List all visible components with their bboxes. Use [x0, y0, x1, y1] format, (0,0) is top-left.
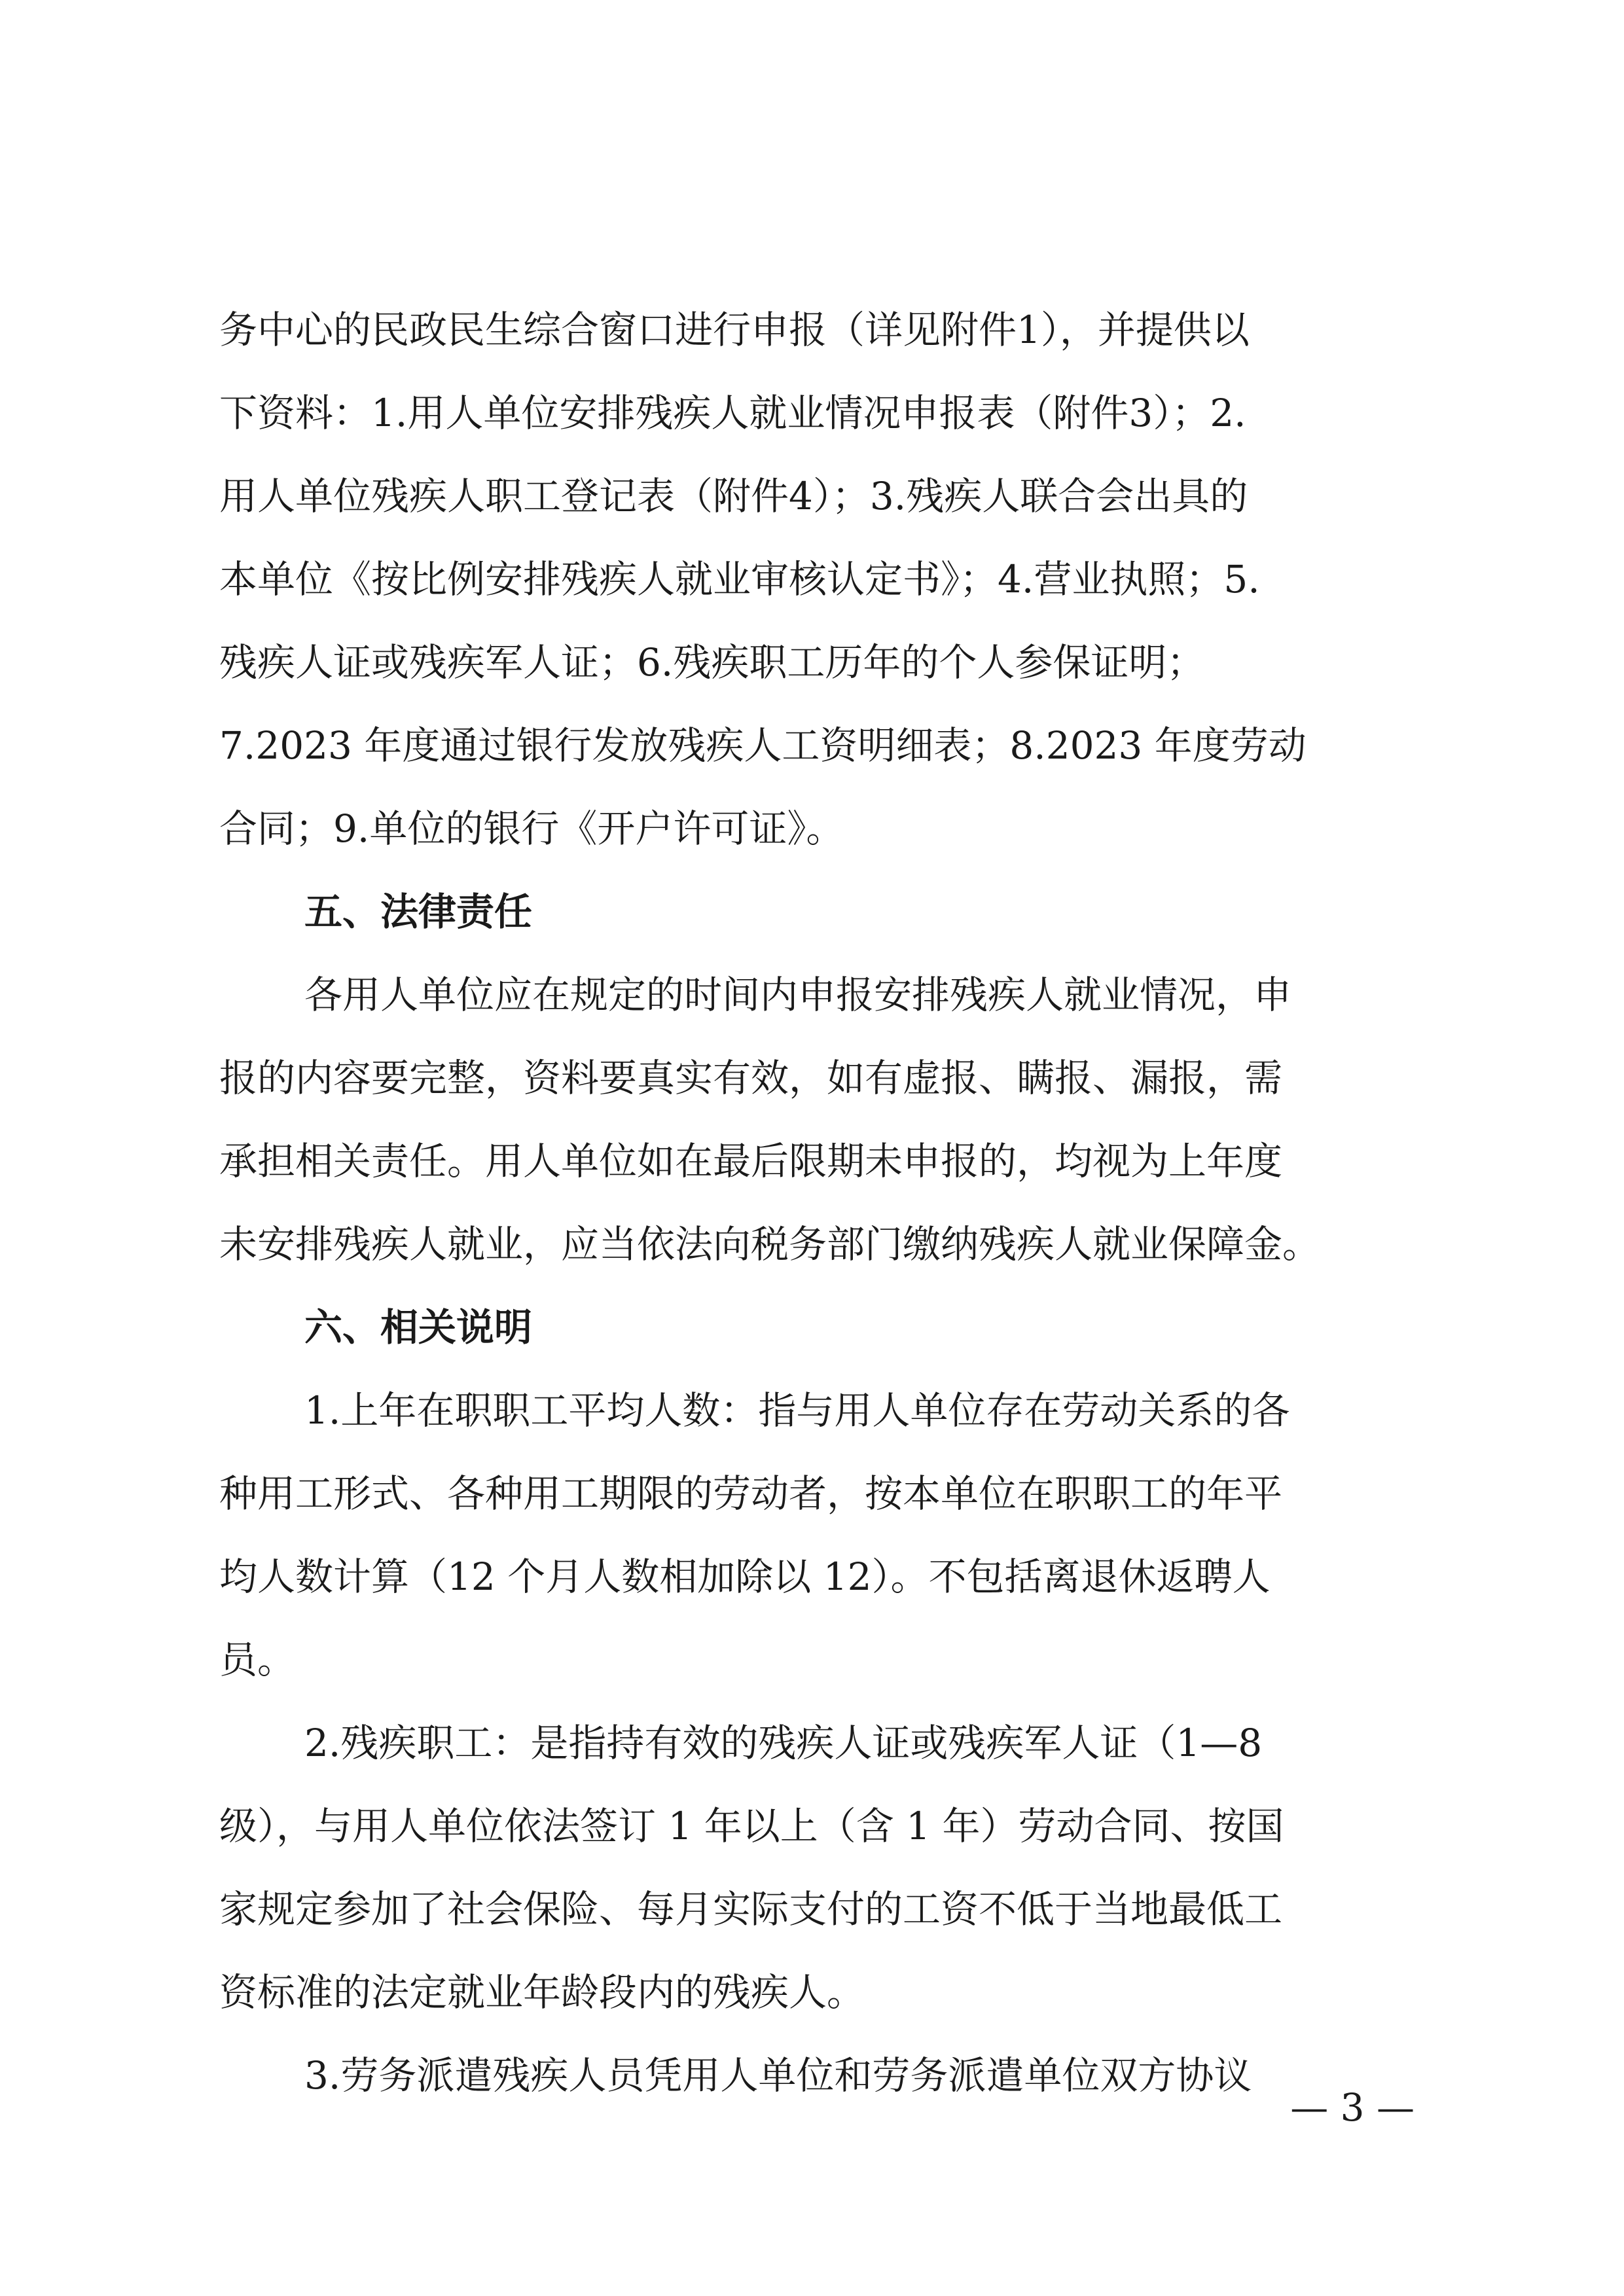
body-text-line: 务中心的民政民生综合窗口进行申报（详见附件1），并提供以: [219, 308, 1250, 352]
body-text-line: 未安排残疾人就业，应当依法向税务部门缴纳残疾人就业保障金。: [219, 1222, 1321, 1266]
body-text-line: 本单位《按比例安排残疾人就业审核认定书》；4.营业执照；5.: [219, 557, 1260, 601]
page-number: — 3 —: [1290, 2085, 1415, 2130]
body-text-line: 种用工形式、各种用工期限的劳动者，按本单位在职职工的年平: [219, 1471, 1283, 1516]
body-text-line: 级），与用人单位依法签订 1 年以上（含 1 年）劳动合同、按国: [219, 1804, 1284, 1848]
body-text-line: 残疾人证或残疾军人证；6.残疾职工历年的个人参保证明；: [219, 640, 1205, 685]
section-heading: 六、相关说明: [304, 1305, 533, 1350]
body-text-line: 资标准的法定就业年龄段内的残疾人。: [219, 1970, 865, 2015]
body-text-line: 报的内容要完整，资料要真实有效，如有虚报、瞒报、漏报，需: [219, 1056, 1283, 1100]
body-text-line: 均人数计算（12 个月人数相加除以 12）。不包括离退休返聘人: [219, 1554, 1271, 1599]
body-text-line: 合同；9.单位的银行《开户许可证》。: [219, 806, 844, 851]
body-text-line: 承担相关责任。用人单位如在最后限期未申报的，均视为上年度: [219, 1139, 1283, 1183]
section-heading: 五、法律责任: [304, 889, 533, 934]
body-text-line: 3.劳务派遣残疾人员凭用人单位和劳务派遣单位双方协议: [304, 2053, 1252, 2098]
body-text-line: 用人单位残疾人职工登记表（附件4）；3.残疾人联合会出具的: [219, 474, 1248, 518]
body-text-line: 7.2023 年度通过银行发放残疾人工资明细表；8.2023 年度劳动: [219, 723, 1307, 768]
body-text-line: 员。: [219, 1638, 296, 1682]
body-text-line: 下资料：1.用人单位安排残疾人就业情况申报表（附件3）；2.: [219, 391, 1246, 435]
body-text-line: 2.残疾职工：是指持有效的残疾人证或残疾军人证（1—8: [304, 1721, 1263, 1765]
body-text-line: 各用人单位应在规定的时间内申报安排残疾人就业情况，申: [304, 973, 1292, 1017]
body-text-line: 1.上年在职职工平均人数：指与用人单位存在劳动关系的各: [304, 1388, 1290, 1433]
body-text-line: 家规定参加了社会保险、每月实际支付的工资不低于当地最低工: [219, 1887, 1283, 1931]
